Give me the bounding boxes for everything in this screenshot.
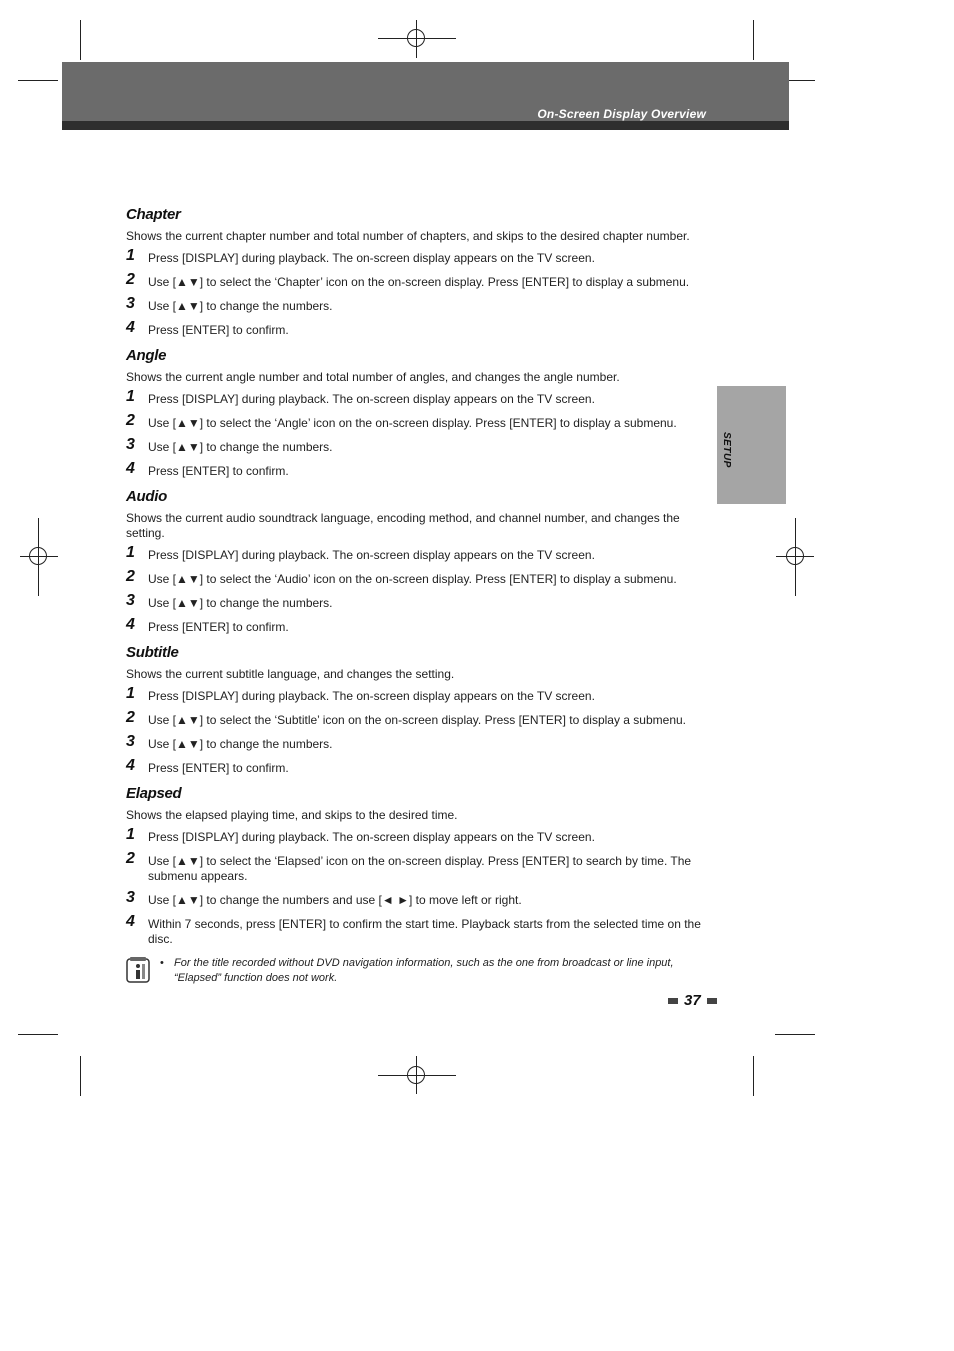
step-item [126, 914, 706, 947]
registration-circle [407, 29, 425, 47]
step-text: Press [DISPLAY] during playback. The on-screen display appears on the TV screen. [148, 251, 595, 265]
section-title: Chapter [126, 206, 181, 223]
step-item [126, 851, 706, 884]
step-number: 1 [126, 685, 135, 702]
step-item [126, 827, 706, 845]
step-number: 3 [126, 436, 135, 453]
step-text: Press [DISPLAY] during playback. The on-screen display appears on the TV screen. [148, 689, 595, 703]
step-text: Use [▲▼] to change the numbers and use [◄ ►] to move left or right. [148, 893, 522, 907]
step-number: 2 [126, 568, 135, 585]
step-item [126, 617, 706, 635]
note-bullet: • [160, 957, 164, 969]
step-number: 1 [126, 544, 135, 561]
step-number: 3 [126, 592, 135, 609]
step-text: Use [▲▼] to select the ‘Elapsed’ icon on the on-screen display. Press [ENTER] to search by time. The submenu appears. [148, 854, 692, 883]
section-description: Shows the current audio soundtrack language, encoding method, and channel number, and changes the setting. [126, 511, 680, 540]
step-item [126, 734, 706, 752]
step-number: 2 [126, 709, 135, 726]
step-text: Use [▲▼] to select the ‘Angle’ icon on the on-screen display. Press [ENTER] to display a submenu. [148, 416, 677, 430]
crop-mark [80, 20, 81, 60]
step-item [126, 545, 706, 563]
crop-mark [753, 20, 754, 60]
crop-mark [18, 1034, 58, 1035]
section-title: Elapsed [126, 785, 182, 802]
page-number [668, 992, 717, 1009]
step-item [126, 686, 706, 704]
step-number: 3 [126, 295, 135, 312]
step-text: Use [▲▼] to change the numbers. [148, 596, 333, 610]
step-text: Use [▲▼] to change the numbers. [148, 737, 333, 751]
registration-circle [407, 1066, 425, 1084]
section-description: Shows the current angle number and total number of angles, and changes the angle number. [126, 370, 620, 384]
step-item [126, 296, 706, 314]
step-text: Press [DISPLAY] during playback. The on-screen display appears on the TV screen. [148, 830, 595, 844]
step-text: Press [ENTER] to confirm. [148, 620, 289, 634]
section-description: Shows the elapsed playing time, and skips to the desired time. [126, 808, 458, 822]
step-number: 4 [126, 460, 135, 477]
step-text: Use [▲▼] to select the ‘Chapter’ icon on the on-screen display. Press [ENTER] to display a submenu. [148, 275, 690, 289]
step-number: 4 [126, 913, 135, 930]
section-title: Angle [126, 347, 167, 364]
page-number-marker [707, 998, 717, 1004]
step-number: 1 [126, 247, 135, 264]
note-text: For the title recorded without DVD navigation information, such as the one from broadcast or line input, “Elapsed” function does not work. [174, 957, 674, 984]
step-text: Press [ENTER] to confirm. [148, 464, 289, 478]
step-text: Press [ENTER] to confirm. [148, 761, 289, 775]
step-item [126, 413, 706, 431]
step-item [126, 461, 706, 479]
step-number: 1 [126, 388, 135, 405]
step-text: Use [▲▼] to change the numbers. [148, 299, 333, 313]
section-audio [126, 488, 706, 635]
page-number-marker [668, 998, 678, 1004]
content [126, 206, 706, 986]
step-text: Within 7 seconds, press [ENTER] to confirm the start time. Playback starts from the selected time on the disc. [148, 917, 701, 946]
side-tab-label: SETUP [721, 432, 732, 468]
registration-circle [786, 547, 804, 565]
section-chapter [126, 206, 706, 338]
section-description: Shows the current chapter number and total number of chapters, and skips to the desired chapter number. [126, 229, 690, 243]
step-number: 3 [126, 733, 135, 750]
crop-mark [753, 1056, 754, 1096]
step-item [126, 248, 706, 266]
note [126, 956, 706, 986]
section-elapsed [126, 785, 706, 947]
step-item [126, 710, 706, 728]
step-number: 4 [126, 757, 135, 774]
step-text: Use [▲▼] to select the ‘Subtitle’ icon on the on-screen display. Press [ENTER] to display a submenu. [148, 713, 687, 727]
step-number: 2 [126, 271, 135, 288]
step-item [126, 593, 706, 611]
step-text: Press [ENTER] to confirm. [148, 323, 289, 337]
step-number: 3 [126, 889, 135, 906]
step-item [126, 272, 706, 290]
step-item [126, 320, 706, 338]
crop-mark [18, 80, 58, 81]
crop-mark [80, 1056, 81, 1096]
section-description: Shows the current subtitle language, and changes the setting. [126, 667, 455, 681]
header-bar [62, 121, 789, 130]
step-item [126, 890, 706, 908]
step-text: Press [DISPLAY] during playback. The on-screen display appears on the TV screen. [148, 392, 595, 406]
step-number: 4 [126, 616, 135, 633]
step-number: 2 [126, 850, 135, 867]
registration-circle [29, 547, 47, 565]
step-text: Press [DISPLAY] during playback. The on-screen display appears on the TV screen. [148, 548, 595, 562]
section-title: Audio [126, 488, 167, 505]
crop-mark [775, 1034, 815, 1035]
step-number: 4 [126, 319, 135, 336]
section-subtitle [126, 644, 706, 776]
page-number-text: 37 [684, 992, 701, 1009]
step-text: Use [▲▼] to select the ‘Audio’ icon on the on-screen display. Press [ENTER] to display a submenu. [148, 572, 677, 586]
step-item [126, 437, 706, 455]
step-item [126, 758, 706, 776]
section-title: Subtitle [126, 644, 179, 661]
step-item [126, 569, 706, 587]
step-number: 1 [126, 826, 135, 843]
step-item [126, 389, 706, 407]
step-text: Use [▲▼] to change the numbers. [148, 440, 333, 454]
step-number: 2 [126, 412, 135, 429]
info-note-icon [126, 956, 152, 984]
section-angle [126, 347, 706, 479]
header-title: On-Screen Display Overview [537, 107, 706, 121]
